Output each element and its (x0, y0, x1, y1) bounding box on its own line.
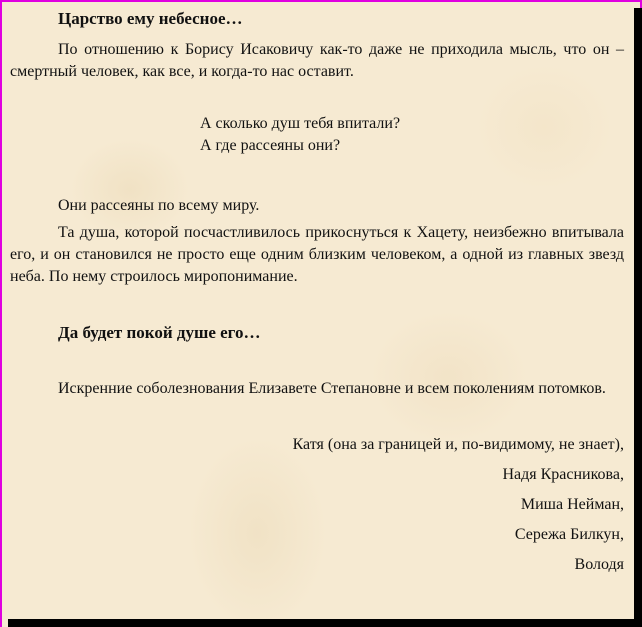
signature-nadya: Надя Красникова, (502, 466, 624, 483)
condolence-text (10, 8, 624, 576)
heading-rest-in-peace: Да будет покой душе его… (58, 323, 261, 342)
paragraph-soul: Та душа, которой посчастливилось прикоснуться к Хацету, неизбежно впитывала его, и он становился не просто еще одним близким человеком, а одной из главных звезд неба. По нему строилось миропонимание. (10, 224, 624, 285)
signature-misha: Миша Нейман, (520, 496, 624, 513)
poem-line-1: А сколько душ тебя впитали? (200, 115, 401, 132)
frame-shadow-bottom (8, 619, 642, 627)
signature-volodya: Володя (574, 556, 624, 573)
signature-katya: Катя (она за границей и, по-видимому, не знает), (292, 436, 624, 453)
paragraph-scattered: Они рассеяны по всему миру. (58, 197, 260, 214)
paragraph-condolences: Искренние соболезнования Елизавете Степановне и всем поколениям потомков. (58, 380, 606, 397)
signature-seryozha: Сережа Билкун, (514, 526, 624, 543)
frame-shadow-right (634, 8, 642, 627)
heading-kingdom-of-heaven: Царство ему небесное… (58, 9, 243, 28)
paragraph-intro: По отношению к Борису Исаковичу как-то даже не приходила мысль, что он – смертный человек, как все, и когда-то нас оставит. (10, 41, 624, 80)
poem-line-2: А где рассеяны они? (200, 137, 341, 154)
